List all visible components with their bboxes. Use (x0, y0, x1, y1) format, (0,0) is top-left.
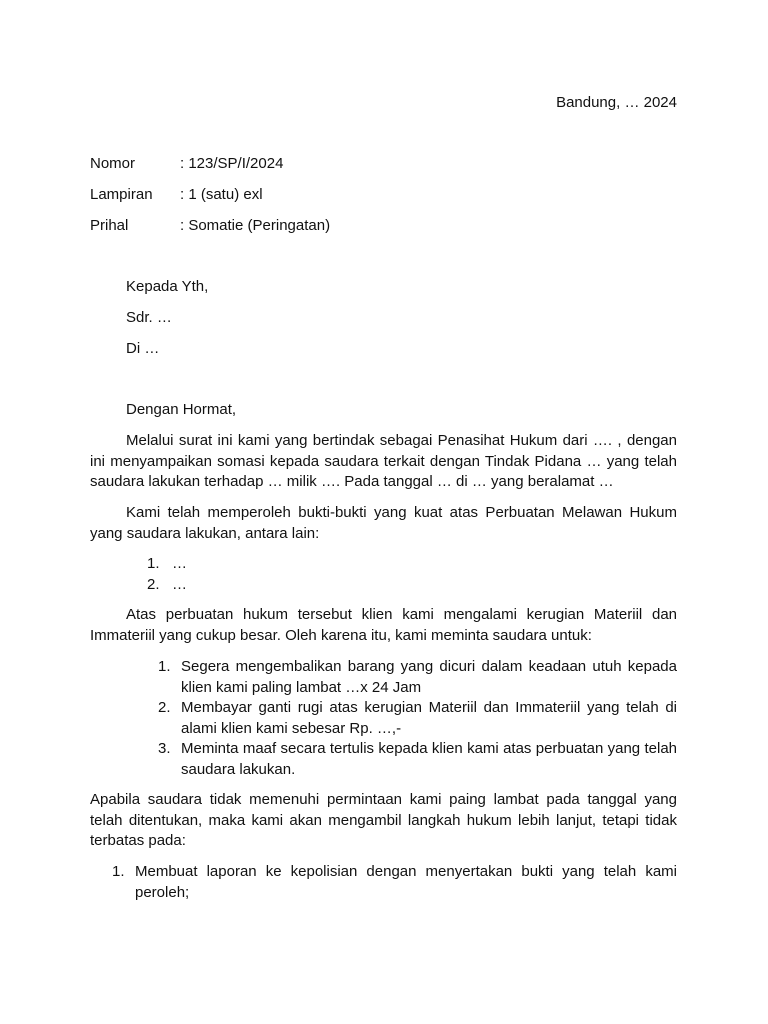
header-label-prihal: Prihal (90, 217, 129, 234)
salutation: Dengan Hormat, (126, 401, 237, 418)
paragraph-damages: Atas perbuatan hukum tersebut klien kami mengalami kerugian Materiil dan Immateriil yang cukup besar. Oleh karena itu, kami meminta saudara untuk: (90, 606, 677, 644)
demand-item: Membayar ganti rugi atas kerugian Materiil dan Immateriil yang telah di alami klien kami sebesar Rp. …,- (181, 699, 677, 737)
paragraph-intro: Melalui surat ini kami yang bertindak sebagai Penasihat Hukum dari …. , dengan ini menyampaikan somasi kepada saudara terkait dengan Tindak Pidana … yang telah saudara lakukan terhadap … milik …. Pada tanggal … di … yang beralamat … (90, 432, 677, 490)
date-line: Bandung, … 2024 (556, 94, 677, 111)
action-item: Membuat laporan ke kepolisian dengan menyertakan bukti yang telah kami peroleh; (135, 863, 677, 901)
demand-number: 2. (158, 699, 171, 716)
paragraph-consequences: Apabila saudara tidak memenuhi permintaan kami paing lambat pada tanggal yang telah ditentukan, maka kami akan mengambil langkah hukum lebih lanjut, tetapi tidak terbatas pada: (90, 791, 677, 849)
evidence-item: … (172, 576, 187, 593)
demand-item: Segera mengembalikan barang yang dicuri dalam keadaan utuh kepada klien kami paling lambat …x 24 Jam (181, 658, 677, 696)
header-value-lampiran: : 1 (satu) exl (180, 186, 263, 203)
header-value-nomor: : 123/SP/I/2024 (180, 155, 284, 172)
recipient-line-2: Sdr. … (126, 309, 172, 326)
paragraph-evidence: Kami telah memperoleh bukti-bukti yang kuat atas Perbuatan Melawan Hukum yang saudara lakukan, antara lain: (90, 504, 677, 542)
demand-number: 1. (158, 658, 171, 675)
recipient-line-1: Kepada Yth, (126, 278, 209, 295)
header-value-prihal: : Somatie (Peringatan) (180, 217, 331, 234)
evidence-number: 1. (147, 555, 160, 572)
evidence-item: … (172, 555, 187, 572)
action-number: 1. (112, 863, 125, 880)
recipient-line-3: Di … (126, 340, 160, 357)
demand-number: 3. (158, 740, 171, 757)
header-label-lampiran: Lampiran (90, 186, 153, 203)
header-label-nomor: Nomor (90, 155, 136, 172)
evidence-number: 2. (147, 576, 160, 593)
demand-item: Meminta maaf secara tertulis kepada klien kami atas perbuatan yang telah saudara lakukan. (181, 740, 677, 778)
